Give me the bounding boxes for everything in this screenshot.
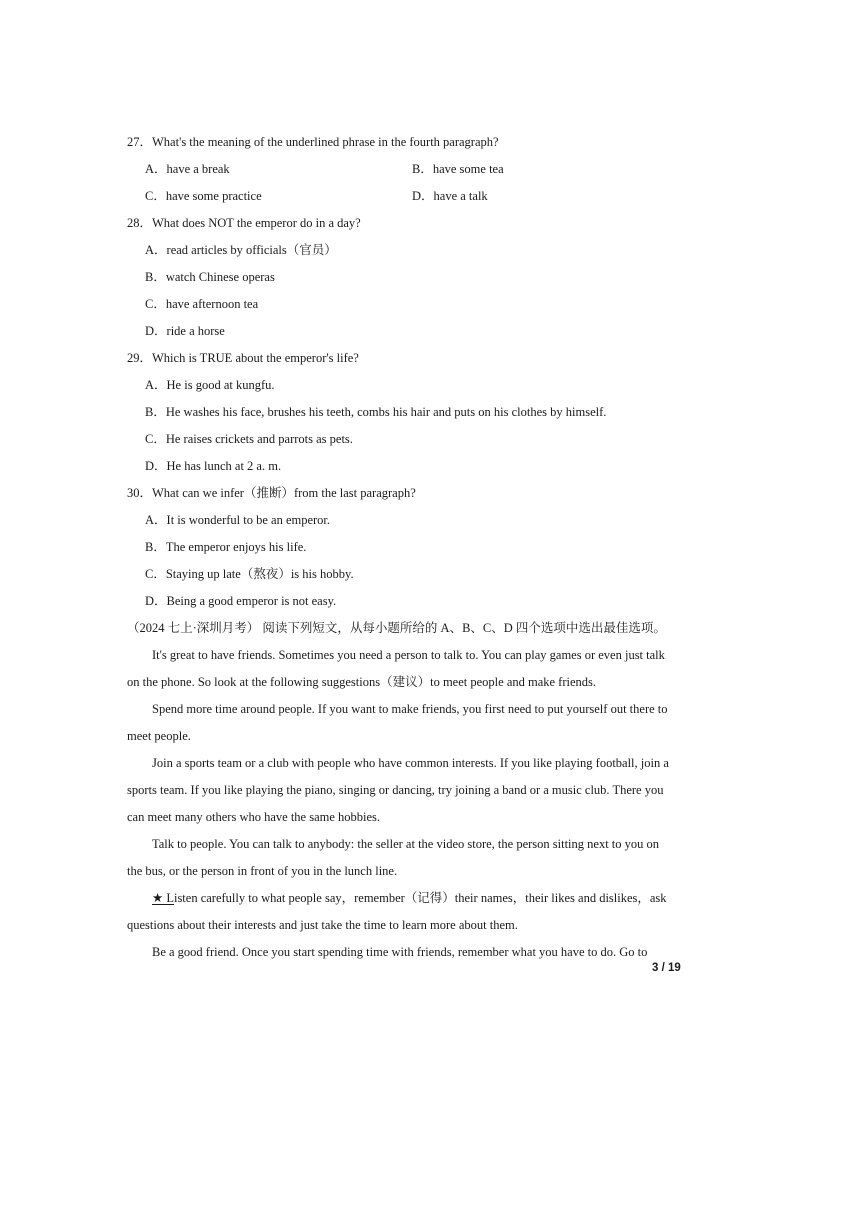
passage-p3-line1: Join a sports team or a club with people who have common interests. If you like playing football, join a xyxy=(152,756,669,770)
question-30-option-a: A．It is wonderful to be an emperor. xyxy=(145,513,331,527)
passage-p3-line2: sports team. If you like playing the piano, singing or dancing, try joining a band or a music club. There you xyxy=(127,783,664,797)
question-29-option-a: A．He is good at kungfu. xyxy=(145,378,275,392)
question-29-option-d: D．He has lunch at 2 a. m. xyxy=(145,459,282,473)
question-28-stem: 28．What does NOT the emperor do in a day? xyxy=(127,216,361,230)
question-30-stem: 30．What can we infer（推断）from the last paragraph? xyxy=(127,486,416,500)
section-header: （2024 七上·深圳月考） 阅读下列短文，从每小题所给的 A、B、C、D 四个选项中选出最佳选项。 xyxy=(127,621,666,635)
question-27-option-c: C．have some practice xyxy=(145,189,262,203)
passage-p2-line2: meet people. xyxy=(127,729,191,743)
question-28-option-d: D．ride a horse xyxy=(145,324,225,338)
underlined-phrase-marker: ★ L xyxy=(152,891,174,905)
question-29-option-b: B．He washes his face, brushes his teeth, combs his hair and puts on his clothes by himself. xyxy=(145,405,607,419)
page-number: 3 / 19 xyxy=(652,962,681,974)
question-29-option-c: C．He raises crickets and parrots as pets. xyxy=(145,432,353,446)
passage-p3-line3: can meet many others who have the same hobbies. xyxy=(127,810,381,824)
question-29-stem: 29．Which is TRUE about the emperor's life? xyxy=(127,351,359,365)
question-27-stem: 27．What's the meaning of the underlined phrase in the fourth paragraph? xyxy=(127,135,499,149)
question-28-option-c: C．have afternoon tea xyxy=(145,297,259,311)
question-30-option-b: B．The emperor enjoys his life. xyxy=(145,540,307,554)
passage-p5-line2: questions about their interests and just take the time to learn more about them. xyxy=(127,918,518,932)
question-27-option-d: D．have a talk xyxy=(412,189,488,203)
question-28-option-a: A．read articles by officials（官员） xyxy=(145,243,337,257)
passage-p4-line1: Talk to people. You can talk to anybody: the seller at the video store, the person sitting next to you on xyxy=(152,837,660,851)
passage-p4-line2: the bus, or the person in front of you in the lunch line. xyxy=(127,864,398,878)
passage-p1-line1: It's great to have friends. Sometimes you need a person to talk to. You can play games or even just talk xyxy=(152,648,665,662)
question-30-option-d: D．Being a good emperor is not easy. xyxy=(145,594,337,608)
passage-p6-line1: Be a good friend. Once you start spending time with friends, remember what you have to do. Go to xyxy=(152,945,648,959)
question-27-option-b: B．have some tea xyxy=(412,162,504,176)
passage-p5-line1-text: isten carefully to what people say，remember（记得）their names，their likes and dislikes，ask xyxy=(173,891,667,905)
question-28-option-b: B．watch Chinese operas xyxy=(145,270,275,284)
question-30-option-c: C．Staying up late（熬夜）is his hobby. xyxy=(145,567,354,581)
passage-p1-line2: on the phone. So look at the following suggestions（建议）to meet people and make friends. xyxy=(127,675,597,689)
passage-p5-line1 xyxy=(152,890,667,906)
question-27-option-a: A．have a break xyxy=(145,162,230,176)
passage-p2-line1: Spend more time around people. If you want to make friends, you first need to put yourself out there to xyxy=(152,702,668,716)
